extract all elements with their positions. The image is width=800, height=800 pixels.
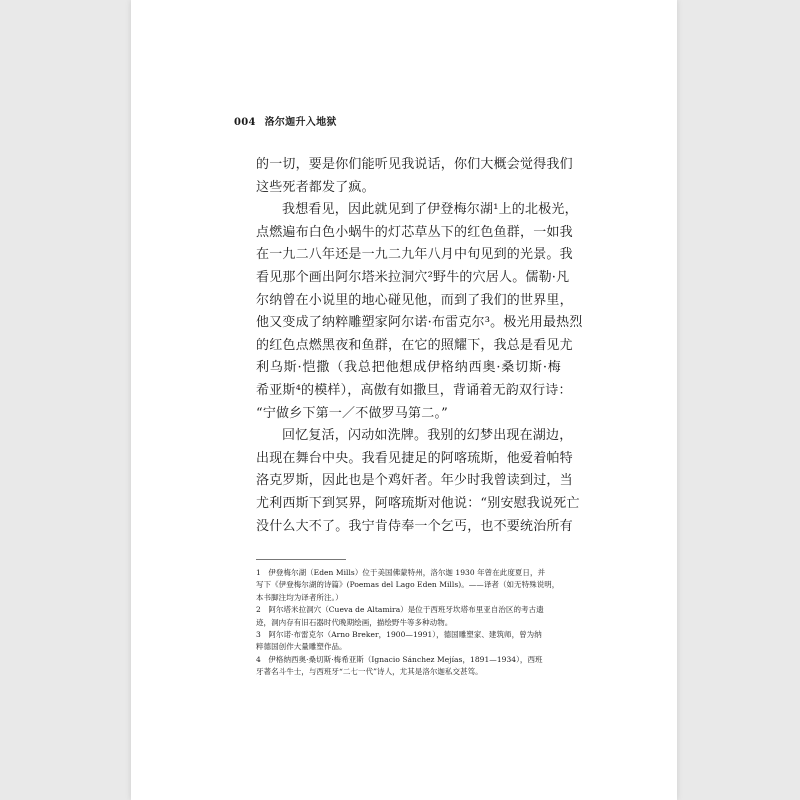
footnote-line: 粹德国创作大量雕塑作品。 [256,642,347,652]
body-line: 尔纳曾在小说里的地心碰见他，而到了我们的世界里， [256,292,573,308]
body-line: 在一九二八年还是一九二九年八月中旬见到的光景。我 [256,247,573,263]
body-line: 回忆复活，闪动如洗牌。我别的幻梦出现在湖边， [282,428,573,444]
body-line: 没什么大不了。我宁肯侍奉一个乞丐，也不要统治所有 [256,518,573,534]
footnotes [256,567,566,679]
body-line: 洛克罗斯，因此也是个鸡奸者。年少时我曾读到过，当 [256,473,573,489]
footnote-line: 3 阿尔诺·布雷克尔（Arno Breker，1900—1991），德国雕塑家、建筑师，曾为纳 [256,629,542,639]
body-line: 他又变成了纳粹雕塑家阿尔诺·布雷克尔³。极光用最热烈 [256,315,583,331]
body-text [256,154,583,538]
body-line: 的红色点燃黑夜和鱼群，在它的照耀下，我总是看见尤 [256,337,573,353]
book-page [131,0,677,800]
body-line: 的一切，要是你们能听见我说话，你们大概会觉得我们 [256,157,573,172]
footnote-line: 迹，洞内存有旧石器时代晚期绘画，描绘野牛等多种动物。 [256,617,453,627]
body-line: 看见那个画出阿尔塔米拉洞穴²野牛的穴居人。儒勒·凡 [256,269,570,285]
body-line: 希亚斯⁴的模样），高傲有如撒旦，背诵着无韵双行诗： [256,382,572,398]
footnote-line: 牙著名斗牛士，与西班牙“二七一代”诗人，尤其是洛尔迦私交甚笃。 [256,667,483,677]
body-line: “宁做乡下第一／不做罗马第二。” [256,405,448,421]
footnote-line: 写下《伊登梅尔湖的诗篇》(Poemas del Lago Eden Mills)。——译者（如无特殊说明， [256,580,560,590]
footnote-line: 2 阿尔塔米拉洞穴（Cueva de Altamira）是位于西班牙坎塔布里亚自治区的考古遗 [256,605,544,615]
footnote-line: 1 伊登梅尔湖（Eden Mills）位于美国佛蒙特州，洛尔迦 1930 年曾在此度夏日，并 [256,568,546,577]
body-line: 点燃遍布白色小蜗牛的灯芯草丛下的红色鱼群，一如我 [256,224,573,240]
body-line: 利乌斯·恺撒（我总把他想成伊格纳西奥·桑切斯·梅 [256,360,561,376]
footnote-line: 4 伊格纳西奥·桑切斯·梅希亚斯（Ignacio Sánchez Mejías，1891—1934），西班 [256,654,543,664]
body-line: 尤利西斯下到冥界，阿喀琉斯对他说：“别安慰我说死亡 [256,495,580,511]
body-line: 出现在舞台中央。我看见捷足的阿喀琉斯，他爱着帕特 [256,450,573,466]
book-title: 洛尔迦升入地狱 [264,117,337,128]
running-head [234,113,337,128]
body-line: 这些死者都发了疯。 [256,179,375,195]
body-line: 我想看见，因此就见到了伊登梅尔湖¹上的北极光， [282,202,578,218]
footnote-line: 本书脚注均为译者所注。） [256,592,343,602]
page-number: 004 [234,117,256,128]
footnote-divider [256,559,346,560]
